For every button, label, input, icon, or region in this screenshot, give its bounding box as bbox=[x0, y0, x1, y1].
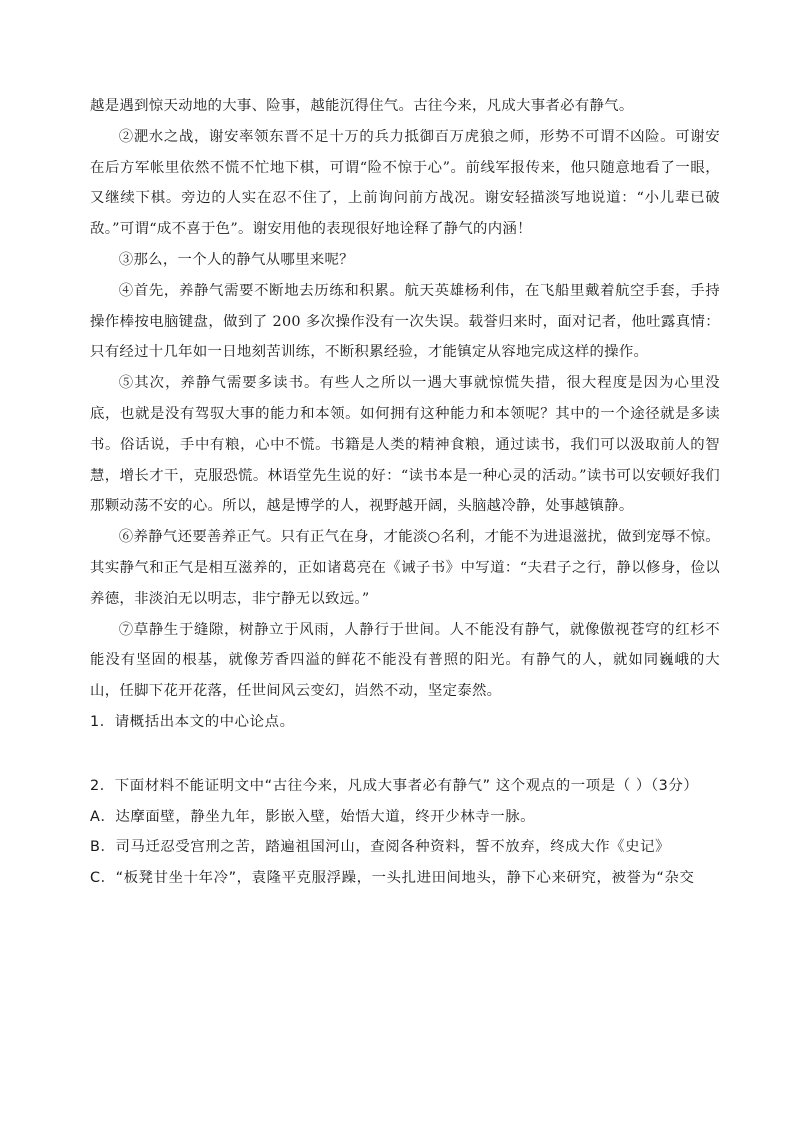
option-c: C．“板凳甘坐十年冷”，袁隆平克服浮躁，一头扎进田间地头，静下心来研究，被誉为“杂交 bbox=[90, 870, 695, 887]
answer-space bbox=[90, 738, 720, 771]
document-page bbox=[90, 91, 720, 894]
paragraph-4: ④首先，养静气需要不断地去历练和积累。航天英雄杨利伟，在飞船里戴着航空手套，手持操作棒按电脑键盘，做到了 200 多次操作没有一次失误。载誉归来时，面对记者，他吐露真情：只有经过十几年如一日地刻苦训练，不断积累经验，才能镇定从容地完成这样的操作。 bbox=[90, 282, 720, 361]
question-2: 2．下面材料不能证明文中“古往今来，凡成大事者必有静气” 这个观点的一项是（ ）（3分） bbox=[90, 777, 699, 794]
paragraph-5: ⑤其次，养静气需要多读书。有些人之所以一遇大事就惊慌失措，很大程度是因为心里没底，也就是没有驾驭大事的能力和本领。如何拥有这种能力和本领呢？其中的一个途径就是多读书。俗话说，手中有粮，心中不慌。书籍是人类的精神食粮，通过读书，我们可以汲取前人的智慧，增长才干，克服恐慌。林语堂先生说的好：“读书本是一种心灵的活动。”读书可以安顿好我们那颗动荡不安的心。所以，越是博学的人，视野越开阔，头脑越冷静，处事越镇静。 bbox=[90, 375, 720, 515]
paragraph-7: ⑦草静生于缝隙，树静立于风雨，人静行于世间。人不能没有静气，就像傲视苍穹的红杉不能没有坚固的根基，就像芳香四溢的鲜花不能没有普照的阳光。有静气的人，就如同巍峨的大山，任脚下花开花落，任世间风云变幻，岿然不动，坚定泰然。 bbox=[90, 621, 720, 700]
option-a: A．达摩面壁，静坐九年，影嵌入壁，始悟大道，终开少林寺一脉。 bbox=[90, 808, 536, 825]
paragraph-1-tail: 越是遇到惊天动地的大事、险事，越能沉得住气。古往今来，凡成大事者必有静气。 bbox=[90, 98, 634, 114]
question-1: 1．请概括出本文的中心论点。 bbox=[90, 713, 295, 730]
option-b: B．司马迁忍受宫刑之苦，踏遍祖国河山，查阅各种资料，誓不放弃，终成大作《史记》 bbox=[90, 839, 671, 856]
paragraph-6: ⑥养静气还要善养正气。只有正气在身，才能淡○名利，才能不为进退滋扰，做到宠辱不惊。其实静气和正气是相互滋养的，正如诸葛亮在《诫子书》中写道：“夫君子之行，静以修身，俭以养德，非淡泊无以明志，非宁静无以致远。” bbox=[90, 529, 720, 607]
paragraph-3: ③那么，一个人的静气从哪里来呢？ bbox=[118, 251, 354, 268]
paragraph-2: ②淝水之战，谢安率领东晋不足十万的兵力抵御百万虎狼之师，形势不可谓不凶险。可谢安在后方军帐里依然不慌不忙地下棋，可谓“险不惊于心”。前线军报传来，他只随意地看了一眼，又继续下棋。旁边的人实在忍不住了，上前询问前方战况。谢安轻描淡写地说道：“小儿辈已破敌。”可谓“成不喜于色”。谢安用他的表现很好地诠释了静气的内涵！ bbox=[90, 128, 720, 238]
